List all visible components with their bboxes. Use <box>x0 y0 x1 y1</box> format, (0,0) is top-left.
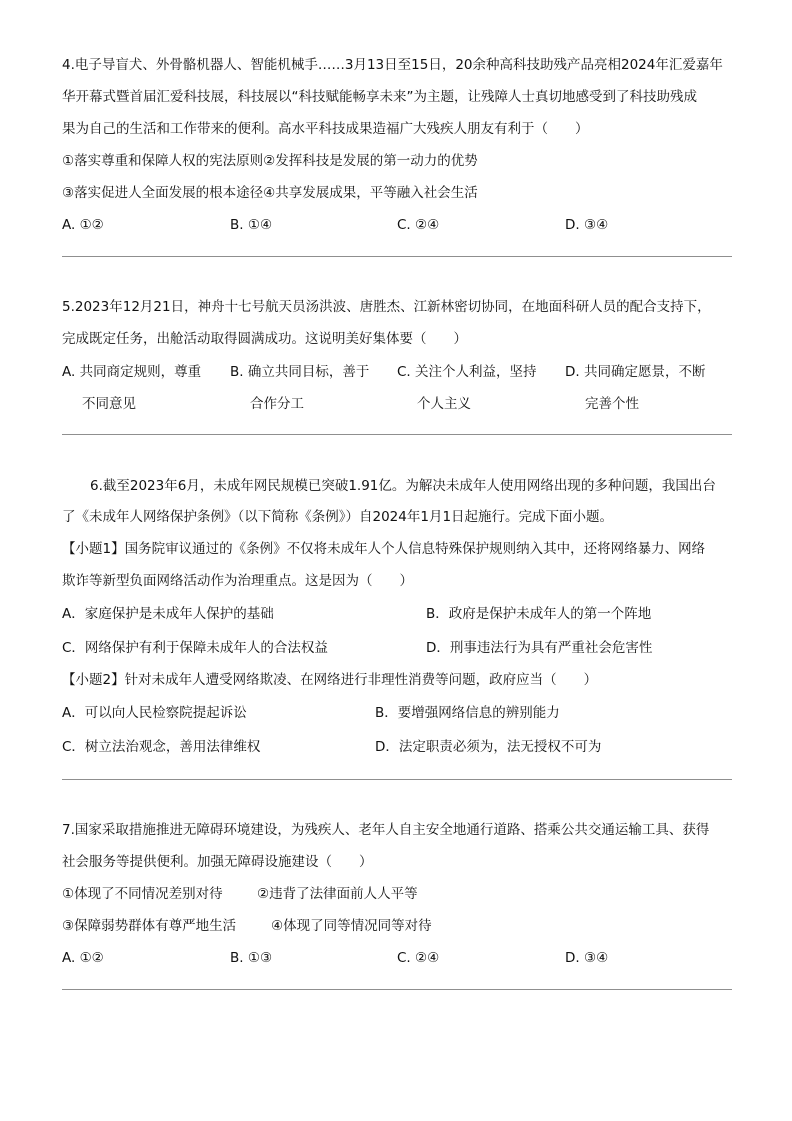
q5-stem-line-1: 5.2023年12月21日，神舟十七号航天员汤洪波、唐胜杰、江新林密切协同，在地面科研人员的配合支持下， <box>62 299 711 315</box>
q7-option-c[interactable]: C. ②④ <box>397 950 440 966</box>
q5-option-d-cont: 完善个性 <box>585 396 639 412</box>
divider <box>62 989 732 990</box>
q6-sub1-option-b[interactable]: B．政府是保护未成年人的第一个阵地 <box>426 606 652 622</box>
q5-stem-line-2: 完成既定任务，出舱活动取得圆满成功。这说明美好集体要（ ） <box>62 331 467 347</box>
q6-sub1-line-2: 欺诈等新型负面网络活动作为治理重点。这是因为（ ） <box>62 573 413 589</box>
q7-statement-2: ②违背了法律面前人人平等 <box>257 886 418 902</box>
q5-option-a[interactable]: A. 共同商定规则，尊重 <box>62 364 202 380</box>
q5-option-d[interactable]: D. 共同确定愿景，不断 <box>565 364 706 380</box>
q4-stem-line-3: 果为自己的生活和工作带来的便利。高水平科技成果造福广大残疾人朋友有利于（ ） <box>62 121 589 137</box>
q4-stem-line-2: 华开幕式暨首届汇爱科技展，科技展以“科技赋能畅享未来”为主题，让残障人士真切地感受到了科技助残成 <box>62 89 697 105</box>
q6-sub1-option-c[interactable]: C．网络保护有利于保障未成年人的合法权益 <box>62 640 328 656</box>
q6-sub1-option-d[interactable]: D．刑事违法行为具有严重社会危害性 <box>426 640 653 656</box>
q6-sub2-option-b[interactable]: B．要增强网络信息的辨别能力 <box>375 705 560 721</box>
q4-statement-2: ③落实促进人全面发展的根本途径④共享发展成果，平等融入社会生活 <box>62 185 478 201</box>
q4-option-a[interactable]: A. ①② <box>62 217 104 233</box>
q7-option-a[interactable]: A. ①② <box>62 950 104 966</box>
q7-stem-line-2: 社会服务等提供便利。加强无障碍设施建设（ ） <box>62 854 373 870</box>
q6-sub1-option-a[interactable]: A．家庭保护是未成年人保护的基础 <box>62 606 274 622</box>
q7-option-d[interactable]: D. ③④ <box>565 950 609 966</box>
q6-sub2-option-d[interactable]: D．法定职责必须为，法无授权不可为 <box>375 739 602 755</box>
q5-option-b-cont: 合作分工 <box>250 396 304 412</box>
q6-sub1-line-1: 【小题1】国务院审议通过的《条例》不仅将未成年人个人信息特殊保护规则纳入其中，还将网络暴力、网络 <box>62 541 706 557</box>
q4-option-b[interactable]: B. ①④ <box>230 217 273 233</box>
q6-sub2-line-1: 【小题2】针对未成年人遭受网络欺凌、在网络进行非理性消费等问题，政府应当（ ） <box>62 672 598 688</box>
divider <box>62 256 732 257</box>
q5-option-c-cont: 个人主义 <box>417 396 471 412</box>
q5-option-a-cont: 不同意见 <box>82 396 136 412</box>
q7-statement-3: ③保障弱势群体有尊严地生活 <box>62 918 237 934</box>
q6-sub2-option-a[interactable]: A．可以向人民检察院提起诉讼 <box>62 705 247 721</box>
q5-option-b[interactable]: B. 确立共同目标，善于 <box>230 364 370 380</box>
q7-option-b[interactable]: B. ①③ <box>230 950 273 966</box>
q7-stem-line-1: 7.国家采取措施推进无障碍环境建设，为残疾人、老年人自主安全地通行道路、搭乘公共交通运输工具、获得 <box>62 822 710 838</box>
q5-option-c[interactable]: C. 关注个人利益，坚持 <box>397 364 537 380</box>
q7-statement-4: ④体现了同等情况同等对待 <box>271 918 432 934</box>
q7-statement-1: ①体现了不同情况差别对待 <box>62 886 223 902</box>
q6-sub2-option-c[interactable]: C．树立法治观念，善用法律维权 <box>62 739 261 755</box>
q4-option-d[interactable]: D. ③④ <box>565 217 609 233</box>
q6-stem-line-2: 了《未成年人网络保护条例》（以下简称《条例》）自2024年1月1日起施行。完成下面小题。 <box>62 509 614 525</box>
divider <box>62 779 732 780</box>
q4-option-c[interactable]: C. ②④ <box>397 217 440 233</box>
q6-stem-line-1: 6.截至2023年6月，未成年网民规模已突破1.91亿。为解决未成年人使用网络出现的多种问题，我国出台 <box>90 478 716 494</box>
q4-stem-line-1: 4.电子导盲犬、外骨骼机器人、智能机械手……3月13日至15日，20余种高科技助残产品亮相2024年汇爱嘉年 <box>62 57 723 73</box>
divider <box>62 434 732 435</box>
q4-statement-1: ①落实尊重和保障人权的宪法原则②发挥科技是发展的第一动力的优势 <box>62 153 478 169</box>
